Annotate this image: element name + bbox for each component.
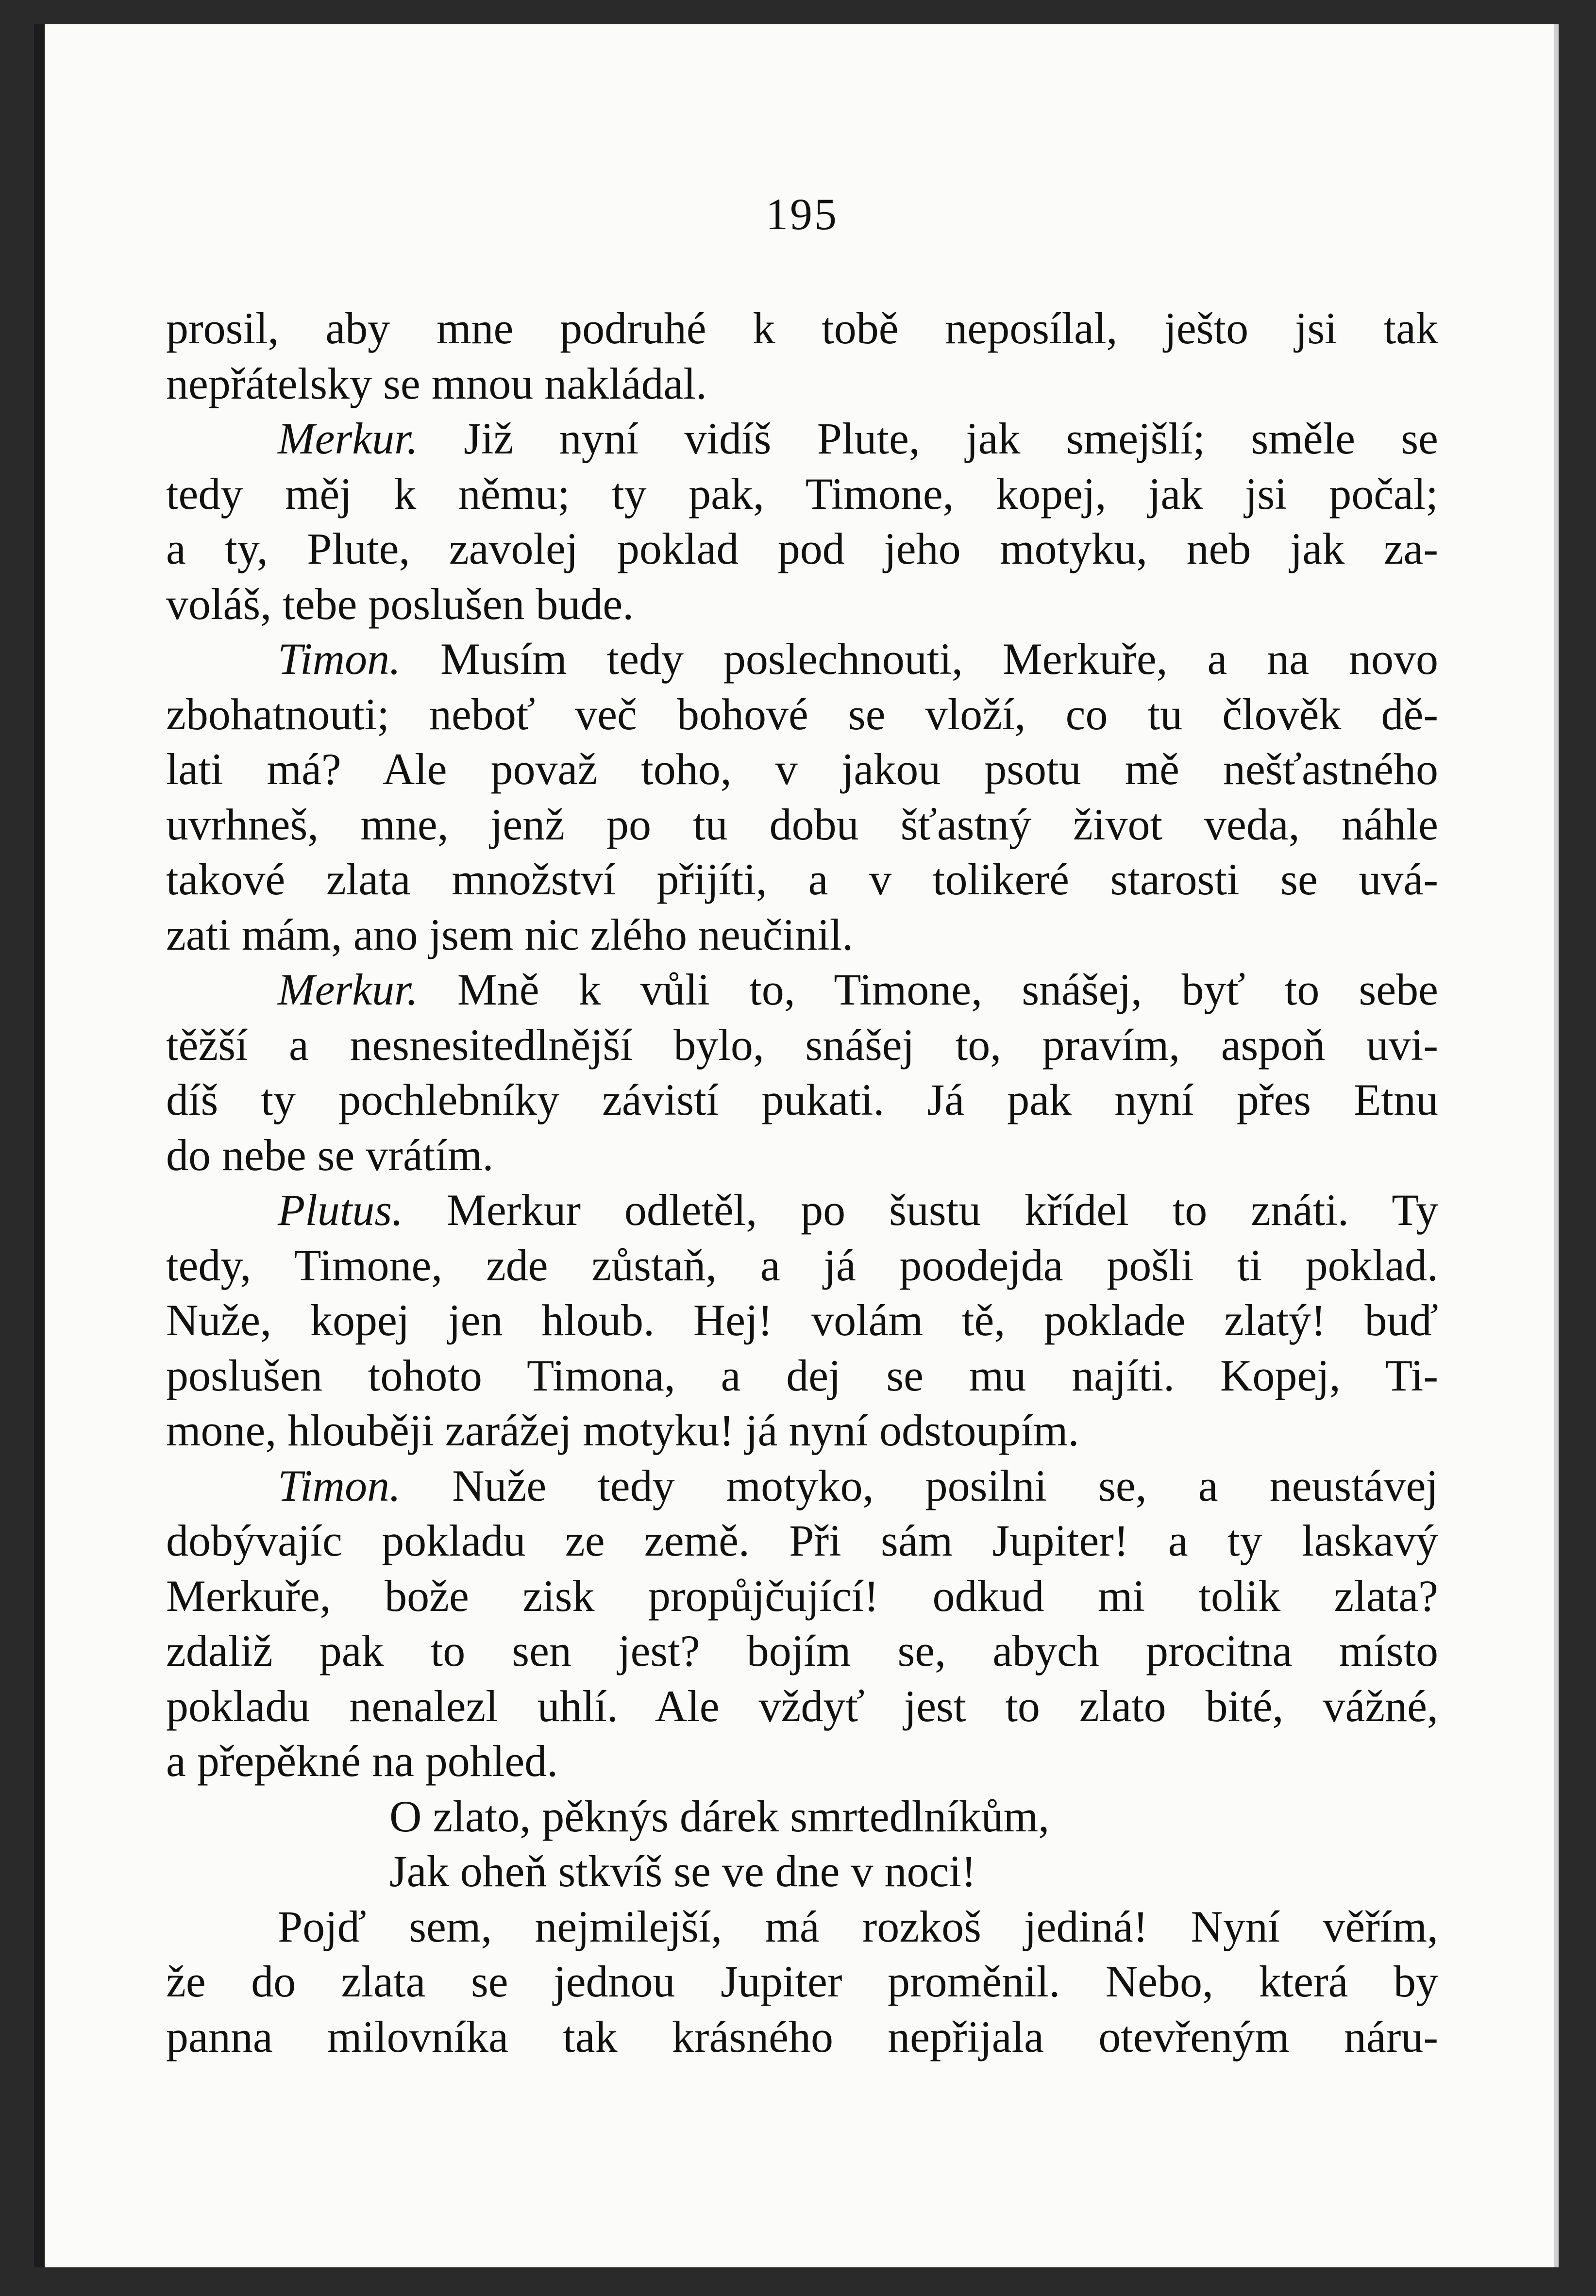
text-line bbox=[166, 521, 1438, 577]
line-text: Mně k vůli to, Timone, snášej, byť to sebe bbox=[418, 965, 1438, 1014]
page-number: 195 bbox=[766, 189, 839, 239]
line-text: že do zlata se jednou Jupiter proměnil. Nebo, která by bbox=[166, 1957, 1438, 2006]
line-text: Jak oheň stkvíš se ve dne v noci! bbox=[389, 1846, 976, 1896]
text-line bbox=[166, 467, 1438, 522]
line-text: zbohatnouti; neboť več bohové se vloží, co tu člověk dě- bbox=[166, 689, 1438, 739]
verse-line bbox=[166, 1844, 1438, 1899]
line-text: Nuže tedy motyko, posilni se, a neustávej bbox=[401, 1460, 1438, 1510]
text-line bbox=[166, 687, 1438, 742]
text-line bbox=[166, 1458, 1438, 1514]
line-text: poslušen tohoto Timona, a dej se mu najíti. Kopej, Ti- bbox=[166, 1350, 1438, 1400]
text-line bbox=[166, 852, 1438, 907]
text-line bbox=[166, 1513, 1438, 1569]
text-line bbox=[166, 2010, 1438, 2065]
verse-line bbox=[166, 1789, 1438, 1844]
line-text: uvrhneš, mne, jenž po tu dobu šťastný život veda, náhle bbox=[166, 799, 1438, 849]
text-line bbox=[166, 1018, 1438, 1073]
line-text: prosil, aby mne podruhé k tobě neposílal, ješto jsi tak bbox=[166, 303, 1438, 353]
text-line bbox=[166, 797, 1438, 853]
speaker-name: Merkur. bbox=[278, 965, 418, 1014]
text-line bbox=[166, 962, 1438, 1018]
text-line bbox=[166, 1293, 1438, 1348]
line-text: Merkur odletěl, po šustu křídel to znáti. Ty bbox=[403, 1185, 1438, 1235]
line-text: dobývajíc pokladu ze země. Při sám Jupiter! a ty laskavý bbox=[166, 1516, 1438, 1565]
text-line bbox=[166, 411, 1438, 467]
line-text: Pojď sem, nejmilejší, má rozkoš jediná! Nyní věřím, bbox=[278, 1901, 1438, 1951]
text-line bbox=[166, 577, 1438, 632]
line-text: lati má? Ale považ toho, v jakou psotu mě nešťastného bbox=[166, 744, 1438, 794]
line-text: zdaliž pak to sen jest? bojím se, abych procitna místo bbox=[166, 1626, 1438, 1676]
line-text: tedy, Timone, zde zůstaň, a já poodejda pošli ti poklad. bbox=[166, 1240, 1438, 1290]
line-text: do nebe se vrátím. bbox=[166, 1130, 494, 1180]
line-text: díš ty pochlebníky závistí pukati. Já pak nyní přes Etnu bbox=[166, 1075, 1438, 1124]
line-text: pokladu nenalezl uhlí. Ale vždyť jest to zlato bité, vážné, bbox=[166, 1681, 1438, 1731]
line-text: mone, hlouběji zarážej motyku! já nyní odstoupím. bbox=[166, 1406, 1079, 1455]
speaker-name: Timon. bbox=[278, 1460, 401, 1510]
text-line bbox=[166, 1899, 1438, 1955]
text-line bbox=[166, 356, 1438, 412]
line-text: tedy měj k němu; ty pak, Timone, kopej, jak jsi počal; bbox=[166, 469, 1438, 519]
text-line bbox=[166, 1734, 1438, 1789]
line-text: takové zlata množství přijíti, a v tolikeré starosti se uvá- bbox=[166, 855, 1438, 904]
speaker-name: Merkur. bbox=[278, 414, 418, 463]
line-text: a ty, Plute, zavolej poklad pod jeho motyku, neb jak za- bbox=[166, 524, 1438, 573]
text-line bbox=[166, 742, 1438, 797]
text-line bbox=[166, 1679, 1438, 1734]
text-line bbox=[166, 1073, 1438, 1128]
speaker-name: Plutus. bbox=[278, 1185, 403, 1235]
book-page bbox=[34, 24, 1559, 2267]
line-text: těžší a nesnesitedlnější bylo, snášej to, pravím, aspoň uvi- bbox=[166, 1020, 1438, 1070]
text-line bbox=[166, 1569, 1438, 1624]
line-text: Již nyní vidíš Plute, jak smejšlí; směle se bbox=[418, 414, 1438, 463]
line-text: Nuže, kopej jen hloub. Hej! volám tě, poklade zlatý! buď bbox=[166, 1295, 1438, 1345]
line-text: nepřátelsky se mnou nakládal. bbox=[166, 358, 707, 408]
line-text: O zlato, pěknýs dárek smrtedlníkům, bbox=[389, 1791, 1050, 1841]
line-text: voláš, tebe poslušen bude. bbox=[166, 579, 634, 629]
text-line bbox=[166, 632, 1438, 687]
text-line bbox=[166, 1238, 1438, 1293]
text-line bbox=[166, 1183, 1438, 1238]
line-text: a přepěkné na pohled. bbox=[166, 1736, 558, 1786]
text-line bbox=[166, 1624, 1438, 1679]
line-text: Merkuře, bože zisk propůjčující! odkud mi tolik zlata? bbox=[166, 1571, 1438, 1621]
text-line bbox=[166, 1348, 1438, 1404]
text-line bbox=[166, 1403, 1438, 1458]
line-text: panna milovníka tak krásného nepřijala otevřeným náru- bbox=[166, 2011, 1438, 2061]
line-text: Musím tedy poslechnouti, Merkuře, a na novo bbox=[401, 634, 1438, 684]
speaker-name: Timon. bbox=[278, 634, 401, 684]
body-text bbox=[166, 301, 1438, 2064]
text-line bbox=[166, 1128, 1438, 1183]
text-line bbox=[166, 301, 1438, 356]
line-text: zati mám, ano jsem nic zlého neučinil. bbox=[166, 909, 854, 959]
text-line bbox=[166, 1954, 1438, 2010]
text-line bbox=[166, 907, 1438, 963]
